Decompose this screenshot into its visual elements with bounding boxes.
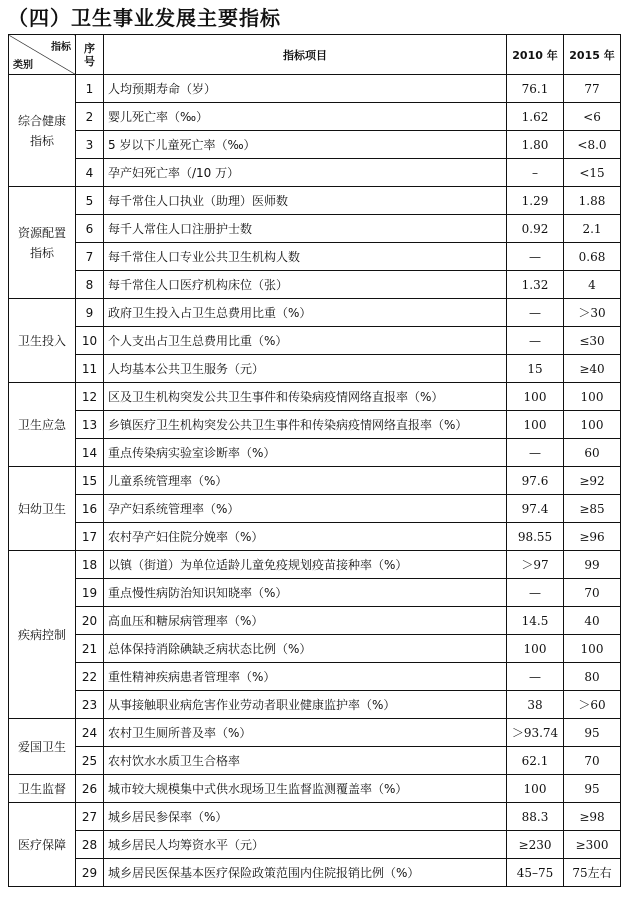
indicator-cell: 城市较大规模集中式供水现场卫生监督监测覆盖率（%） bbox=[104, 775, 507, 803]
table-row bbox=[9, 467, 621, 495]
category-cell: 妇幼卫生 bbox=[9, 467, 76, 551]
value-2015-cell: 0.68 bbox=[564, 243, 621, 271]
indicator-cell: 农村饮水水质卫生合格率 bbox=[104, 747, 507, 775]
indicator-cell: 儿童系统管理率（%） bbox=[104, 467, 507, 495]
value-2015-cell: ＞30 bbox=[564, 299, 621, 327]
indicator-cell: 每千常住人口执业（助理）医师数 bbox=[104, 187, 507, 215]
indicator-cell: 5 岁以下儿童死亡率（‰） bbox=[104, 131, 507, 159]
value-2010-cell: 100 bbox=[507, 635, 564, 663]
category-cell: 卫生监督 bbox=[9, 775, 76, 803]
value-2015-cell: 100 bbox=[564, 635, 621, 663]
value-2010-cell: 100 bbox=[507, 383, 564, 411]
table-row bbox=[9, 607, 621, 635]
table-row bbox=[9, 551, 621, 579]
indicator-cell: 每千人常住人口注册护士数 bbox=[104, 215, 507, 243]
value-2010-cell: 97.4 bbox=[507, 495, 564, 523]
indicator-cell: 区及卫生机构突发公共卫生事件和传染病疫情网络直报率（%） bbox=[104, 383, 507, 411]
seq-cell: 10 bbox=[76, 327, 104, 355]
table-row bbox=[9, 243, 621, 271]
indicator-cell: 乡镇医疗卫生机构突发公共卫生事件和传染病疫情网络直报率（%） bbox=[104, 411, 507, 439]
value-2010-cell: 45–75 bbox=[507, 859, 564, 887]
seq-cell: 7 bbox=[76, 243, 104, 271]
indicator-cell: 总体保持消除碘缺乏病状态比例（%） bbox=[104, 635, 507, 663]
seq-cell: 5 bbox=[76, 187, 104, 215]
corner-category-label: 类别 bbox=[13, 60, 33, 71]
category-cell: 爱国卫生 bbox=[9, 719, 76, 775]
indicator-cell: 孕产妇系统管理率（%） bbox=[104, 495, 507, 523]
seq-cell: 27 bbox=[76, 803, 104, 831]
table-row bbox=[9, 831, 621, 859]
value-2010-cell: 14.5 bbox=[507, 607, 564, 635]
value-2010-cell: 1.32 bbox=[507, 271, 564, 299]
indicator-cell: 农村孕产妇住院分娩率（%） bbox=[104, 523, 507, 551]
value-2015-cell: ＞60 bbox=[564, 691, 621, 719]
value-2010-cell: ≥230 bbox=[507, 831, 564, 859]
category-cell: 资源配置指标 bbox=[9, 187, 76, 299]
value-2010-cell: ＞93.74 bbox=[507, 719, 564, 747]
value-2015-cell: 1.88 bbox=[564, 187, 621, 215]
value-2015-cell: ≤30 bbox=[564, 327, 621, 355]
indicator-cell: 人均基本公共卫生服务（元） bbox=[104, 355, 507, 383]
table-row bbox=[9, 579, 621, 607]
value-2010-cell: — bbox=[507, 327, 564, 355]
indicator-cell: 从事接触职业病危害作业劳动者职业健康监护率（%） bbox=[104, 691, 507, 719]
year-2010-header: 2010 年 bbox=[507, 35, 564, 75]
table-row bbox=[9, 159, 621, 187]
indicator-cell: 政府卫生投入占卫生总费用比重（%） bbox=[104, 299, 507, 327]
seq-cell: 12 bbox=[76, 383, 104, 411]
value-2015-cell: 80 bbox=[564, 663, 621, 691]
table-row bbox=[9, 411, 621, 439]
table-row bbox=[9, 383, 621, 411]
value-2010-cell: — bbox=[507, 243, 564, 271]
category-cell: 综合健康指标 bbox=[9, 75, 76, 187]
seq-cell: 16 bbox=[76, 495, 104, 523]
value-2015-cell: 100 bbox=[564, 411, 621, 439]
value-2015-cell: 77 bbox=[564, 75, 621, 103]
indicator-cell: 重点慢性病防治知识知晓率（%） bbox=[104, 579, 507, 607]
value-2015-cell: 70 bbox=[564, 747, 621, 775]
seq-cell: 29 bbox=[76, 859, 104, 887]
seq-cell: 17 bbox=[76, 523, 104, 551]
seq-cell: 21 bbox=[76, 635, 104, 663]
value-2015-cell: <8.0 bbox=[564, 131, 621, 159]
value-2015-cell: ≥85 bbox=[564, 495, 621, 523]
seq-cell: 6 bbox=[76, 215, 104, 243]
seq-header: 序号 bbox=[76, 35, 104, 75]
value-2015-cell: 40 bbox=[564, 607, 621, 635]
seq-cell: 20 bbox=[76, 607, 104, 635]
table-row bbox=[9, 75, 621, 103]
indicator-cell: 每千常住人口专业公共卫生机构人数 bbox=[104, 243, 507, 271]
value-2010-cell: 62.1 bbox=[507, 747, 564, 775]
table-row bbox=[9, 271, 621, 299]
indicator-cell: 重性精神疾病患者管理率（%） bbox=[104, 663, 507, 691]
value-2010-cell: 88.3 bbox=[507, 803, 564, 831]
value-2010-cell: — bbox=[507, 663, 564, 691]
table-row bbox=[9, 327, 621, 355]
seq-cell: 3 bbox=[76, 131, 104, 159]
category-cell: 卫生应急 bbox=[9, 383, 76, 467]
seq-cell: 26 bbox=[76, 775, 104, 803]
value-2010-cell: 98.55 bbox=[507, 523, 564, 551]
table-row bbox=[9, 131, 621, 159]
seq-cell: 4 bbox=[76, 159, 104, 187]
seq-cell: 1 bbox=[76, 75, 104, 103]
indicator-cell: 每千常住人口医疗机构床位（张） bbox=[104, 271, 507, 299]
seq-cell: 28 bbox=[76, 831, 104, 859]
value-2010-cell: ＞97 bbox=[507, 551, 564, 579]
seq-cell: 13 bbox=[76, 411, 104, 439]
corner-header bbox=[9, 35, 76, 75]
table-row bbox=[9, 803, 621, 831]
value-2010-cell: 76.1 bbox=[507, 75, 564, 103]
seq-cell: 2 bbox=[76, 103, 104, 131]
seq-cell: 18 bbox=[76, 551, 104, 579]
seq-cell: 19 bbox=[76, 579, 104, 607]
table-row bbox=[9, 523, 621, 551]
value-2015-cell: ≥98 bbox=[564, 803, 621, 831]
indicator-cell: 人均预期寿命（岁） bbox=[104, 75, 507, 103]
value-2015-cell: <15 bbox=[564, 159, 621, 187]
indicator-cell: 城乡居民参保率（%） bbox=[104, 803, 507, 831]
indicator-cell: 城乡居民人均筹资水平（元） bbox=[104, 831, 507, 859]
value-2015-cell: 100 bbox=[564, 383, 621, 411]
table-row bbox=[9, 775, 621, 803]
year-2015-header: 2015 年 bbox=[564, 35, 621, 75]
corner-indicator-label: 指标 bbox=[51, 42, 71, 53]
table-row bbox=[9, 635, 621, 663]
seq-cell: 8 bbox=[76, 271, 104, 299]
table-row bbox=[9, 663, 621, 691]
indicator-cell: 以镇（街道）为单位适龄儿童免疫规划疫苗接种率（%） bbox=[104, 551, 507, 579]
value-2010-cell: – bbox=[507, 159, 564, 187]
value-2015-cell: 99 bbox=[564, 551, 621, 579]
value-2015-cell: 95 bbox=[564, 775, 621, 803]
seq-cell: 14 bbox=[76, 439, 104, 467]
value-2010-cell: — bbox=[507, 579, 564, 607]
table-row bbox=[9, 215, 621, 243]
table-row bbox=[9, 187, 621, 215]
category-cell: 卫生投入 bbox=[9, 299, 76, 383]
table-row bbox=[9, 103, 621, 131]
table-row bbox=[9, 299, 621, 327]
table-row bbox=[9, 439, 621, 467]
value-2010-cell: 15 bbox=[507, 355, 564, 383]
value-2015-cell: 70 bbox=[564, 579, 621, 607]
value-2015-cell: 2.1 bbox=[564, 215, 621, 243]
value-2010-cell: 1.29 bbox=[507, 187, 564, 215]
indicator-cell: 婴儿死亡率（‰） bbox=[104, 103, 507, 131]
value-2015-cell: <6 bbox=[564, 103, 621, 131]
indicator-cell: 高血压和糖尿病管理率（%） bbox=[104, 607, 507, 635]
indicator-cell: 城乡居民医保基本医疗保险政策范围内住院报销比例（%） bbox=[104, 859, 507, 887]
category-cell: 医疗保障 bbox=[9, 803, 76, 887]
value-2010-cell: 0.92 bbox=[507, 215, 564, 243]
indicator-header: 指标项目 bbox=[104, 35, 507, 75]
value-2015-cell: ≥92 bbox=[564, 467, 621, 495]
value-2015-cell: 95 bbox=[564, 719, 621, 747]
value-2015-cell: 60 bbox=[564, 439, 621, 467]
seq-cell: 22 bbox=[76, 663, 104, 691]
value-2015-cell: 4 bbox=[564, 271, 621, 299]
table-row bbox=[9, 719, 621, 747]
value-2010-cell: 100 bbox=[507, 411, 564, 439]
table-row bbox=[9, 859, 621, 887]
value-2010-cell: — bbox=[507, 299, 564, 327]
seq-cell: 9 bbox=[76, 299, 104, 327]
indicator-cell: 孕产妇死亡率（/10 万） bbox=[104, 159, 507, 187]
value-2015-cell: ≥96 bbox=[564, 523, 621, 551]
value-2015-cell: 75左右 bbox=[564, 859, 621, 887]
seq-cell: 25 bbox=[76, 747, 104, 775]
table-row bbox=[9, 691, 621, 719]
table-row bbox=[9, 355, 621, 383]
category-cell: 疾病控制 bbox=[9, 551, 76, 719]
value-2010-cell: 38 bbox=[507, 691, 564, 719]
table-header-row bbox=[9, 35, 621, 75]
seq-cell: 24 bbox=[76, 719, 104, 747]
value-2010-cell: 1.80 bbox=[507, 131, 564, 159]
indicator-cell: 个人支出占卫生总费用比重（%） bbox=[104, 327, 507, 355]
seq-cell: 15 bbox=[76, 467, 104, 495]
value-2010-cell: 1.62 bbox=[507, 103, 564, 131]
table-row bbox=[9, 495, 621, 523]
value-2015-cell: ≥300 bbox=[564, 831, 621, 859]
indicator-cell: 重点传染病实验室诊断率（%） bbox=[104, 439, 507, 467]
value-2010-cell: 100 bbox=[507, 775, 564, 803]
seq-cell: 11 bbox=[76, 355, 104, 383]
page-title: （四）卫生事业发展主要指标 bbox=[8, 6, 281, 30]
indicator-table bbox=[8, 34, 621, 887]
value-2010-cell: — bbox=[507, 439, 564, 467]
seq-cell: 23 bbox=[76, 691, 104, 719]
value-2015-cell: ≥40 bbox=[564, 355, 621, 383]
value-2010-cell: 97.6 bbox=[507, 467, 564, 495]
table-row bbox=[9, 747, 621, 775]
indicator-cell: 农村卫生厕所普及率（%） bbox=[104, 719, 507, 747]
